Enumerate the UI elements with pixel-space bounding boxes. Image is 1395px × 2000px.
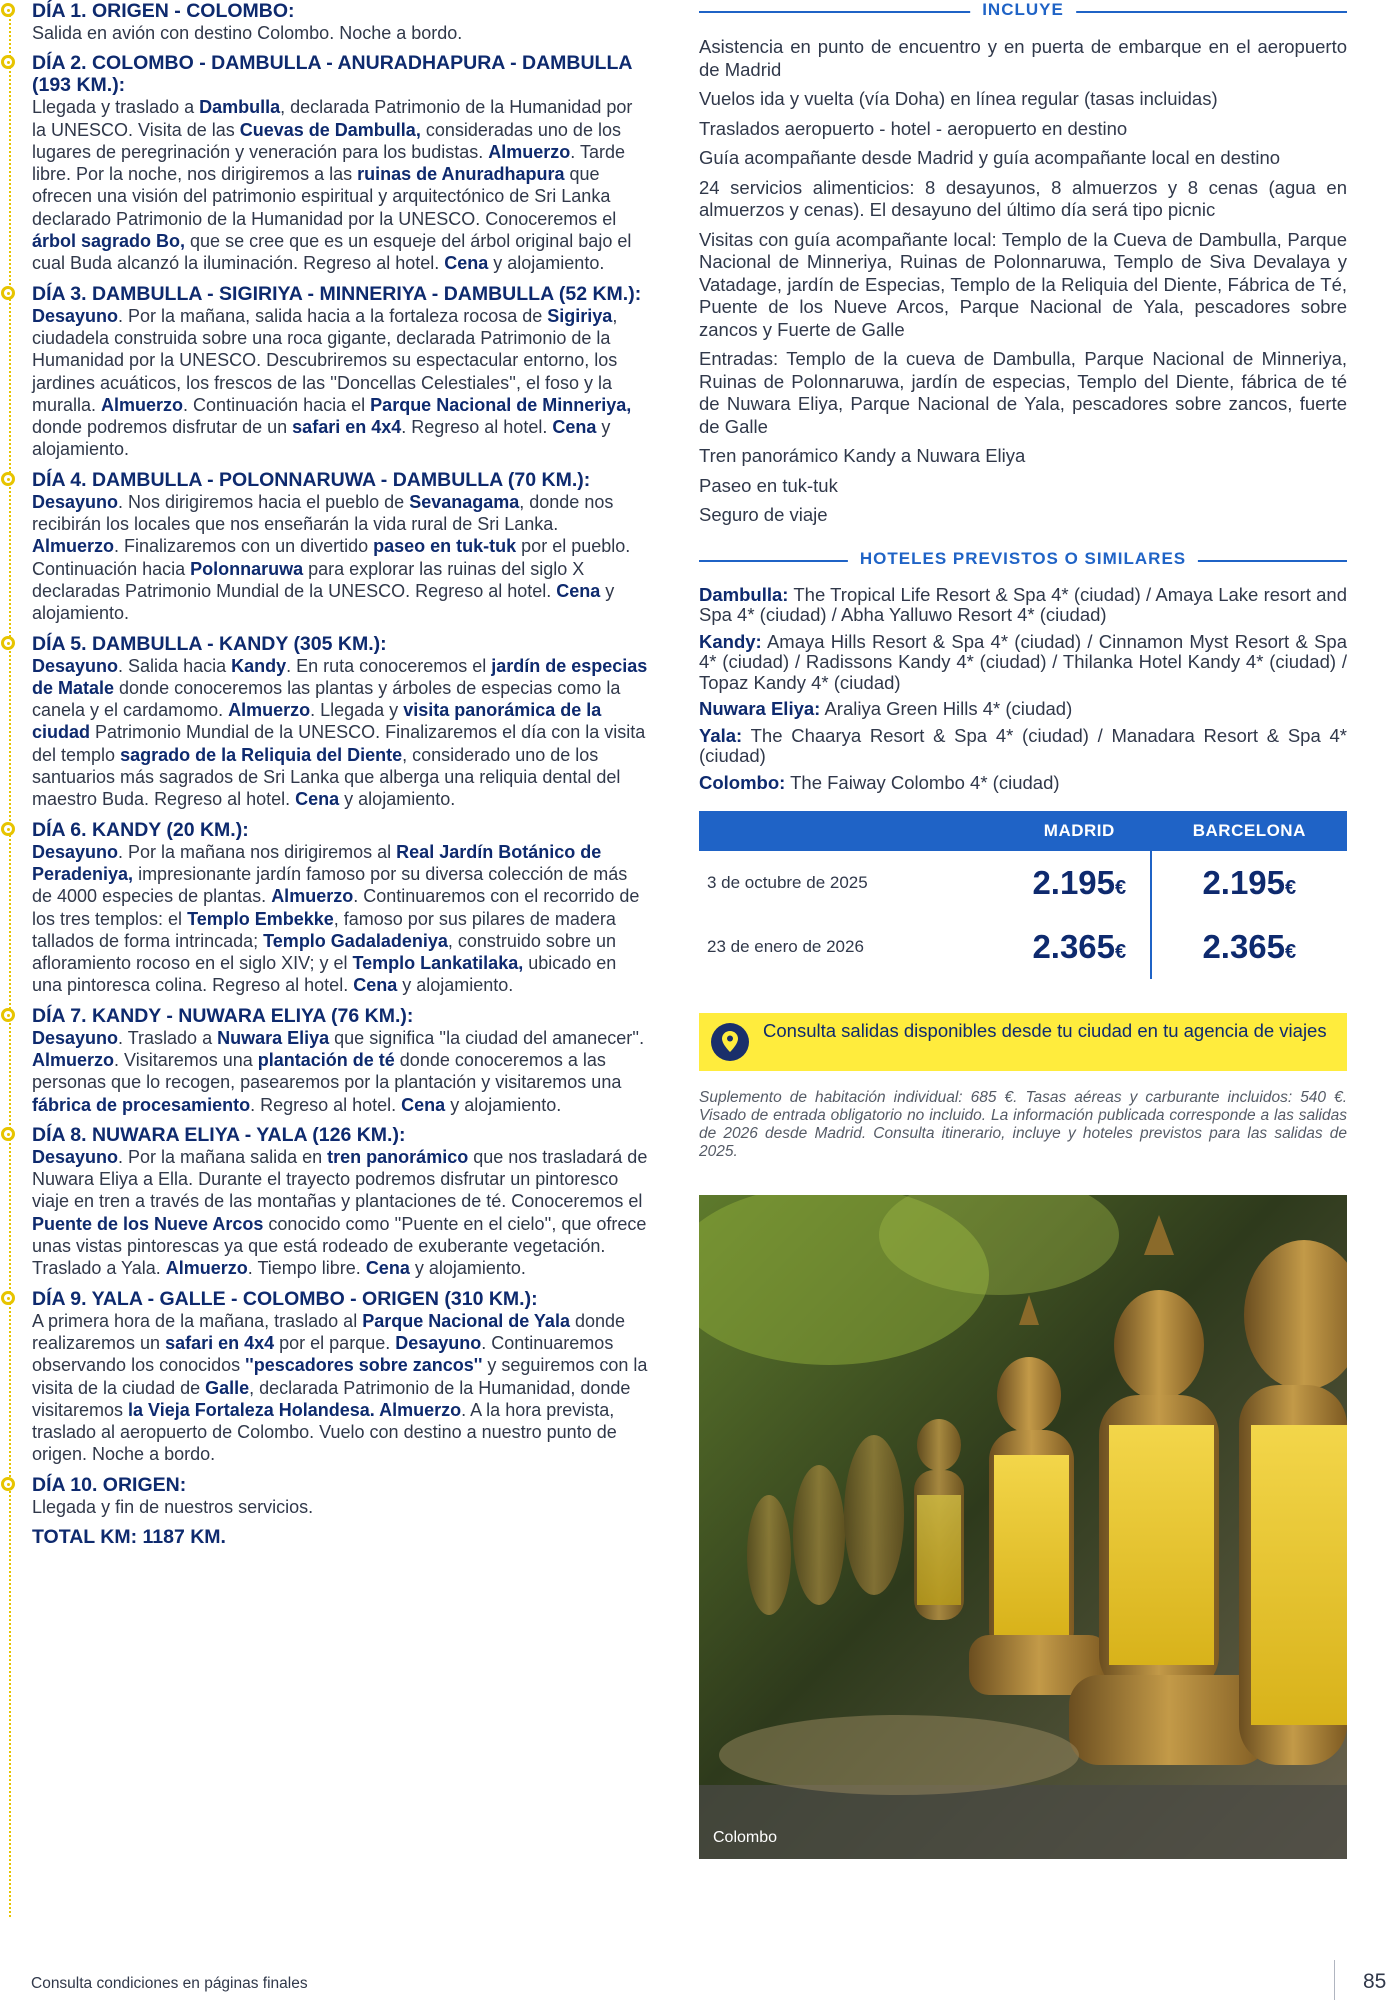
hotel-names: The Chaarya Resort & Spa 4* (ciudad) / Manadara Resort & Spa 4* (ciudad) bbox=[699, 724, 1347, 766]
day-title: DÍA 6. KANDY (20 KM.): bbox=[32, 818, 249, 841]
incluye-item: Asistencia en punto de encuentro y en puerta de embarque en el aeropuerto de Madrid bbox=[699, 36, 1347, 80]
price-barcelona bbox=[1151, 915, 1347, 979]
incluye-item: Tren panorámico Kandy a Nuwara Eliya bbox=[699, 445, 1026, 466]
itinerary-day bbox=[0, 283, 650, 461]
hotel-entry bbox=[699, 632, 1347, 694]
timeline-dot-icon bbox=[1, 1127, 15, 1141]
incluye-item: Visitas con guía acompañante local: Templo de la Cueva de Dambulla, Parque Nacional de Minneriya, Ruinas de Polonnaruwa, Templo de Siva Devalaya y Vatadage, jardín de Especias, Templo de la Reliquia del Diente, Fábrica de Té, Puente de los Nueve Arcos, Parque Nacional de Yala, pescadores sobre zancos y Fuerte de Galle bbox=[699, 228, 1347, 340]
itinerary-column bbox=[0, 0, 650, 1950]
price-row bbox=[699, 851, 1347, 915]
price-barcelona bbox=[1151, 851, 1347, 915]
departure-date: 3 de octubre de 2025 bbox=[707, 873, 868, 892]
itinerary-day bbox=[0, 1474, 650, 1518]
day-description: Desayuno. Traslado a Nuwara Eliya que significa ''la ciudad del amanecer''. Almuerzo. Visitaremos una plantación de té donde conoceremos a las personas que lo recogen, pasearemos por la plantación y visitaremos una fábrica de procesamiento. Regreso al hotel. Cena y alojamiento. bbox=[32, 1027, 645, 1115]
hotel-names: The Faiway Colombo 4* (ciudad) bbox=[785, 771, 1060, 793]
timeline-dot-icon bbox=[1, 1008, 15, 1022]
day-title: DÍA 5. DAMBULLA - KANDY (305 KM.): bbox=[32, 632, 387, 655]
day-title: DÍA 1. ORIGEN - COLOMBO: bbox=[32, 0, 295, 22]
day-title: DÍA 9. YALA - GALLE - COLOMBO - ORIGEN (310 KM.): bbox=[32, 1287, 538, 1310]
hoteles-heading bbox=[699, 549, 1347, 573]
supplement-note: Suplemento de habitación individual: 685 €. Tasas aéreas y carburante incluidos: 540 €. Visado de entrada obligatorio no incluido. La información publicada corresponde a las salidas de 2026 desde Madrid. Consulta itinerario, incluye y hoteles previstos para las salidas de 2025. bbox=[699, 1089, 1347, 1160]
incluye-item: 24 servicios alimenticios: 8 desayunos, 8 almuerzos y 8 cenas (agua en almuerzos y cenas). El desayuno del último día será tipo picnic bbox=[699, 176, 1347, 220]
footer-note: Consulta condiciones en páginas finales bbox=[31, 1975, 308, 1992]
itinerary-days bbox=[0, 0, 650, 1518]
day-title: DÍA 4. DAMBULLA - POLONNARUWA - DAMBULLA (70 KM.): bbox=[32, 468, 591, 491]
euro-symbol: € bbox=[1115, 877, 1127, 899]
price-value: 2.365 bbox=[1032, 928, 1116, 965]
day-description: A primera hora de la mañana, traslado al Parque Nacional de Yala donde realizaremos un safari en 4x4 por el parque. Desayuno. Continuaremos observando los conocidos ''pescadores sobre zancos'' y seguiremos con la visita de la ciudad de Galle, declarada Patrimonio de la Humanidad, donde visitaremos la Vieja Fortaleza Holandesa. Almuerzo. A la hora prevista, traslado al aeropuerto de Colombo. Vuelo con destino a nuestro punto de origen. Noche a bordo. bbox=[32, 1310, 648, 1465]
price-header-barcelona: BARCELONA bbox=[1151, 811, 1347, 851]
euro-symbol: € bbox=[1285, 877, 1297, 899]
price-header-madrid: MADRID bbox=[1009, 811, 1151, 851]
price-value: 2.195 bbox=[1202, 864, 1286, 901]
day-description: Llegada y fin de nuestros servicios. bbox=[32, 1496, 314, 1517]
day-description: Desayuno. Nos dirigiremos hacia el pueblo de Sevanagama, donde nos recibirán los locales que nos enseñarán la vida rural de Sri Lanka. Almuerzo. Finalizaremos con un divertido paseo en tuk-tuk por el pueblo. Continuación hacia Polonnaruwa para explorar las ruinas del siglo X declaradas Patrimonio Mundial de la UNESCO. Regreso al hotel. Cena y alojamiento. bbox=[32, 491, 631, 624]
incluye-item: Guía acompañante desde Madrid y guía acompañante local en destino bbox=[699, 147, 1281, 168]
day-title: DÍA 10. ORIGEN: bbox=[32, 1473, 187, 1496]
hotel-city: Nuwara Eliya: bbox=[699, 698, 821, 719]
incluye-item: Seguro de viaje bbox=[699, 504, 828, 525]
consulta-banner bbox=[699, 1013, 1347, 1071]
itinerary-day bbox=[0, 0, 650, 44]
itinerary-day bbox=[0, 469, 650, 625]
day-description: Desayuno. Por la mañana salida en tren panorámico que nos trasladará de Nuwara Eliya a Ella. Durante el trayecto podremos disfrutar un pintoresco viaje en tren a través de las montañas y plantaciones de té. Conoceremos el Puente de los Nueve Arcos conocido como ''Puente en el cielo'', que ofrece unas vistas pintorescas ya que está rodeado de exuberante vegetación. Traslado a Yala. Almuerzo. Tiempo libre. Cena y alojamiento. bbox=[32, 1146, 648, 1279]
incluye-item: Traslados aeropuerto - hotel - aeropuerto en destino bbox=[699, 117, 1128, 139]
day-title: DÍA 3. DAMBULLA - SIGIRIYA - MINNERIYA - DAMBULLA (52 KM.): bbox=[32, 282, 642, 305]
day-title: DÍA 7. KANDY - NUWARA ELIYA (76 KM.): bbox=[32, 1004, 414, 1027]
total-km: TOTAL KM: 1187 KM. bbox=[32, 1526, 226, 1549]
timeline-dot-icon bbox=[1, 472, 15, 486]
hotel-names: Amaya Hills Resort & Spa 4* (ciudad) / Cinnamon Myst Resort & Spa 4* (ciudad) / Radissons Kandy 4* (ciudad) / Thilanka Hotel Kandy 4* (ciudad) / Topaz Kandy 4* (ciudad) bbox=[699, 630, 1347, 693]
hotel-city: Colombo: bbox=[699, 771, 786, 793]
timeline-dot-icon bbox=[1, 286, 15, 300]
itinerary-day bbox=[0, 633, 650, 811]
hotel-entry bbox=[699, 699, 1347, 720]
price-table-date-header bbox=[699, 811, 1009, 851]
timeline-dot-icon bbox=[1, 822, 15, 836]
itinerary-day bbox=[0, 1005, 650, 1116]
hotel-city: Dambulla: bbox=[699, 583, 789, 605]
consulta-text: Consulta salidas disponibles desde tu ciudad en tu agencia de viajes bbox=[763, 1020, 1327, 1041]
timeline-dot-icon bbox=[1, 636, 15, 650]
day-title: DÍA 2. COLOMBO - DAMBULLA - ANURADHAPURA - DAMBULLA (193 KM.): bbox=[32, 52, 632, 97]
hotel-names: The Tropical Life Resort & Spa 4* (ciudad) / Amaya Lake resort and Spa 4* (ciudad) / Abha Yalluwo Resort 4* (ciudad) bbox=[699, 583, 1347, 625]
hotel-entry bbox=[699, 585, 1347, 626]
price-table bbox=[699, 811, 1347, 979]
day-title: DÍA 8. NUWARA ELIYA - YALA (126 KM.): bbox=[32, 1123, 406, 1146]
day-description: Salida en avión con destino Colombo. Noche a bordo. bbox=[32, 23, 463, 43]
incluye-heading-text: INCLUYE bbox=[970, 0, 1076, 20]
hotel-city: Kandy: bbox=[699, 630, 762, 652]
incluye-item: Entradas: Templo de la cueva de Dambulla, Parque Nacional de Minneriya, Ruinas de Polonnaruwa, jardín de especias, Templo del Diente, fábrica de té de Nuwara Eliya, Parque Nacional de Yala, pescadores sobre zancos, fuerte de Galle bbox=[699, 348, 1347, 437]
itinerary-day bbox=[0, 819, 650, 997]
itinerary-day bbox=[0, 1288, 650, 1466]
price-madrid bbox=[1009, 851, 1151, 915]
price-madrid bbox=[1009, 915, 1151, 979]
photo-caption: Colombo bbox=[713, 1829, 778, 1846]
itinerary-day bbox=[0, 52, 650, 274]
buddha-statues-photo bbox=[699, 1195, 1347, 1859]
price-value: 2.365 bbox=[1202, 928, 1286, 965]
incluye-list bbox=[699, 36, 1347, 527]
day-description: Desayuno. Salida hacia Kandy. En ruta conoceremos el jardín de especias de Matale donde conoceremos las plantas y árboles de especias como la canela y el cardamomo. Almuerzo. Llegada y visita panorámica de la ciudad Patrimonio Mundial de la UNESCO. Finalizaremos el día con la visita del templo sagrado de la Reliquia del Diente, considerado uno de los santuarios más sagrados de Sri Lanka que alberga una reliquia dental del maestro Buda. Regreso al hotel. Cena y alojamiento. bbox=[32, 655, 648, 810]
info-column bbox=[699, 0, 1347, 1859]
day-description: Desayuno. Por la mañana nos dirigiremos al Real Jardín Botánico de Peradeniya, impresionante jardín famoso por su diversa colección de más de 4000 especies de plantas. Almuerzo. Continuaremos con el recorrido de los tres templos: el Templo Embekke, famoso por sus pilares de madera tallados de forma intrincada; Templo Gadaladeniya, construido sobre un afloramiento rocoso en el siglo XIV; y el Templo Lankatilaka, ubicado en una pintoresca colina. Regreso al hotel. Cena y alojamiento. bbox=[32, 841, 640, 996]
day-description: Llegada y traslado a Dambulla, declarada Patrimonio de la Humanidad por la UNESCO. Visita de las Cuevas de Dambulla, consideradas uno de los lugares de peregrinación y veneración para los budistas. Almuerzo. Tarde libre. Por la noche, nos dirigiremos a las ruinas de Anuradhapura que ofrecen una visión del patrimonio espiritual y arquitectónico de Sri Lanka declarado Patrimonio de la Humanidad por la UNESCO. Conoceremos el árbol sagrado Bo, que se cree que es un esqueje del árbol original bajo el cual Buda alcanzó la iluminación. Regreso al hotel. Cena y alojamiento. bbox=[32, 97, 633, 274]
page-number: 85 bbox=[1363, 1970, 1387, 1993]
hotels-list bbox=[699, 585, 1347, 794]
euro-symbol: € bbox=[1285, 941, 1297, 963]
hotel-entry bbox=[699, 726, 1347, 767]
hoteles-heading-text: HOTELES PREVISTOS O SIMILARES bbox=[848, 549, 1198, 569]
timeline-dot-icon bbox=[1, 1291, 15, 1305]
incluye-item: Paseo en tuk-tuk bbox=[699, 474, 838, 496]
incluye-item: Vuelos ida y vuelta (vía Doha) en línea regular (tasas incluidas) bbox=[699, 88, 1218, 109]
price-row bbox=[699, 915, 1347, 979]
location-pin-icon bbox=[711, 1023, 749, 1061]
timeline-dot-icon bbox=[1, 3, 15, 17]
departure-date: 23 de enero de 2026 bbox=[707, 937, 864, 956]
timeline-dot-icon bbox=[1, 55, 15, 69]
itinerary-day bbox=[0, 1124, 650, 1280]
hotel-names: Araliya Green Hills 4* (ciudad) bbox=[820, 698, 1073, 719]
hotel-city: Yala: bbox=[699, 724, 743, 746]
price-value: 2.195 bbox=[1032, 864, 1116, 901]
incluye-heading bbox=[699, 0, 1347, 24]
hotel-entry bbox=[699, 773, 1347, 794]
day-description: Desayuno. Por la mañana, salida hacia a la fortaleza rocosa de Sigiriya, ciudadela construida sobre una roca gigante, declarada Patrimonio de la Humanidad por la UNESCO. Descubriremos su espectacular entorno, los jardines acuáticos, los frescos de las ''Doncellas Celestiales'', el foso y la muralla. Almuerzo. Continuación hacia el Parque Nacional de Minneriya, donde podremos disfrutar de un safari en 4x4. Regreso al hotel. Cena y alojamiento. bbox=[32, 305, 632, 460]
timeline-dot-icon bbox=[1, 1477, 15, 1491]
euro-symbol: € bbox=[1115, 941, 1127, 963]
footer-divider bbox=[1334, 1960, 1335, 2000]
